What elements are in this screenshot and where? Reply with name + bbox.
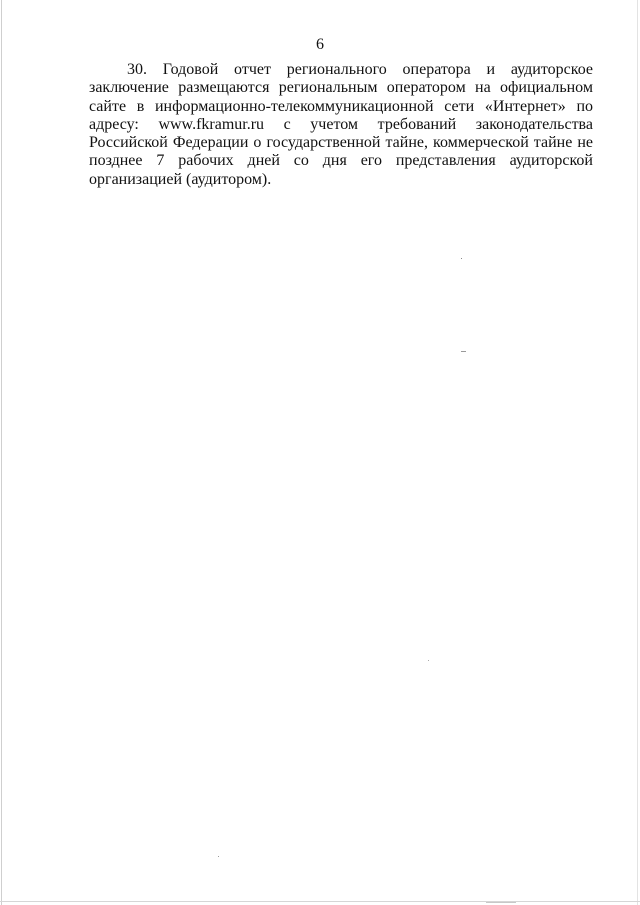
scan-speck	[428, 660, 429, 661]
scan-speck	[486, 902, 516, 903]
scan-edge-bottom	[0, 901, 640, 902]
scan-speck	[461, 351, 466, 352]
page-number: 6	[316, 36, 324, 53]
scan-edge-left	[1, 0, 2, 905]
scan-speck	[461, 258, 462, 259]
scan-edge-right	[637, 0, 638, 905]
scan-speck	[218, 856, 219, 857]
body-paragraph: 30. Годовой отчет регионального оператора и аудиторское заключение размещаются региональным оператором на официальном сайте в информационно-телекоммуникационной сети «Интернет» по адресу: www.fkramur.ru с учетом требований законодательства Российской Федерации о государственной тайне, коммерческой тайне не позднее 7 рабочих дней со дня его представления аудиторской организацией (аудитором).	[89, 61, 593, 188]
